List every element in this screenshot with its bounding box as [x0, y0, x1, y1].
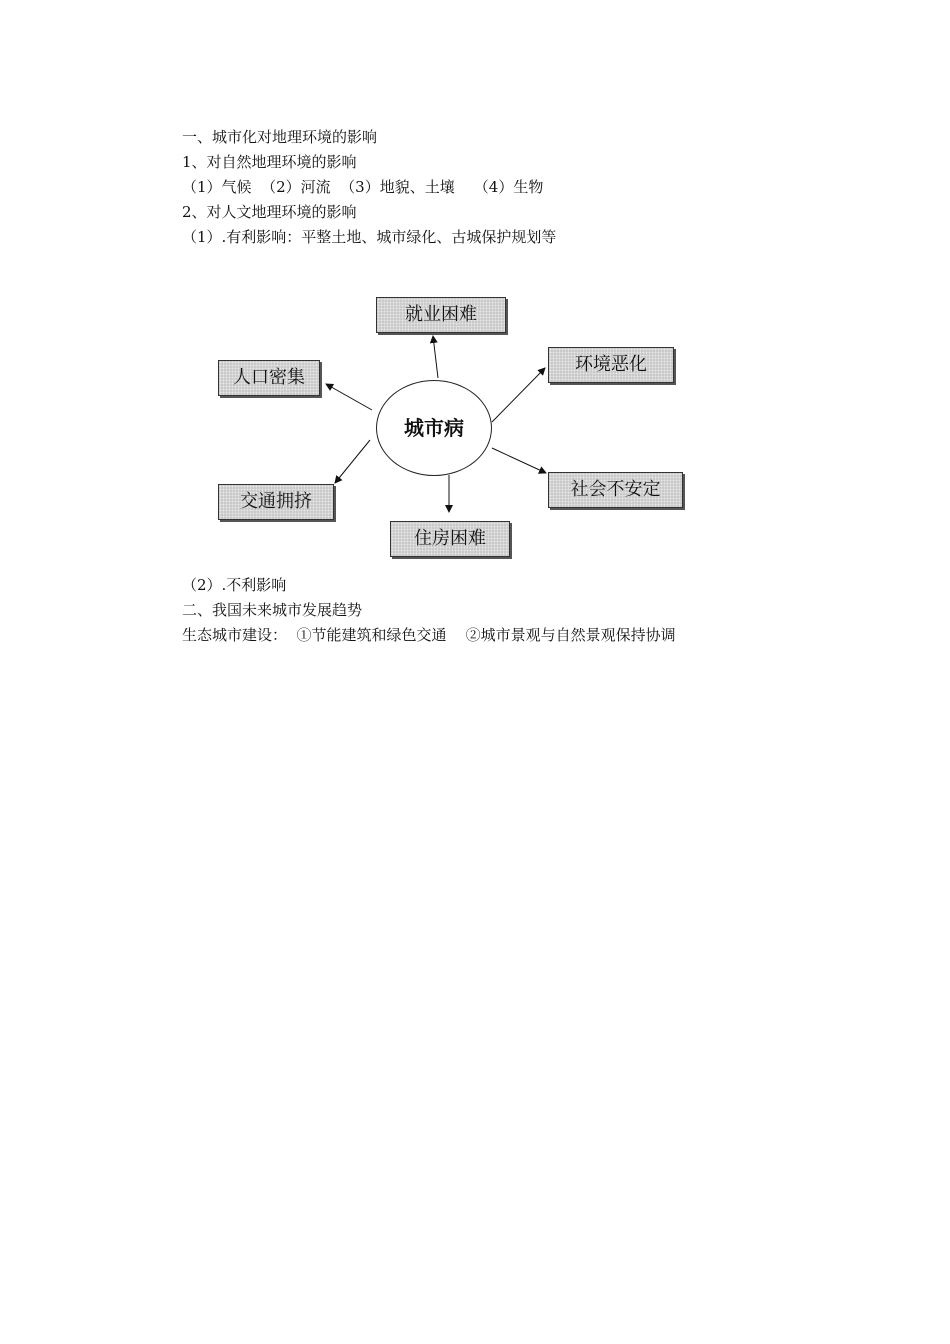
arrow-to-employment	[433, 336, 438, 378]
arrow-to-social	[492, 448, 546, 473]
box-social-instability: 社会不安定	[548, 472, 683, 508]
box-traffic-congestion: 交通拥挤	[218, 484, 334, 520]
subheading-natural-environment: 1、对自然地理环境的影响	[182, 153, 357, 171]
box-dense-population: 人口密集	[218, 360, 320, 396]
eco-city-construction: 生态城市建设： ①节能建筑和绿色交通 ②城市景观与自然景观保持协调	[182, 626, 676, 644]
positive-impact-text: （1）.有利影响：平整土地、城市绿化、古城保护规划等	[182, 228, 557, 246]
heading-future-trends: 二、我国未来城市发展趋势	[182, 601, 363, 619]
negative-impact-text: （2）.不利影响	[182, 576, 287, 594]
box-environment-deterioration: 环境恶化	[548, 347, 674, 383]
subheading-human-environment: 2、对人文地理环境的影响	[182, 203, 357, 221]
natural-impact-items: （1）气候 （2）河流 （3）地貌、土壤 （4）生物	[182, 178, 544, 196]
arrow-to-population	[326, 384, 372, 410]
box-employment-difficulty: 就业困难	[376, 297, 506, 333]
heading-urbanization-impact: 一、城市化对地理环境的影响	[182, 128, 378, 146]
urban-disease-center: 城市病	[376, 380, 492, 476]
urban-problems-diagram	[0, 0, 950, 600]
arrow-to-traffic	[335, 440, 370, 483]
arrow-to-environment	[492, 368, 545, 422]
box-housing-difficulty: 住房困难	[390, 521, 510, 557]
